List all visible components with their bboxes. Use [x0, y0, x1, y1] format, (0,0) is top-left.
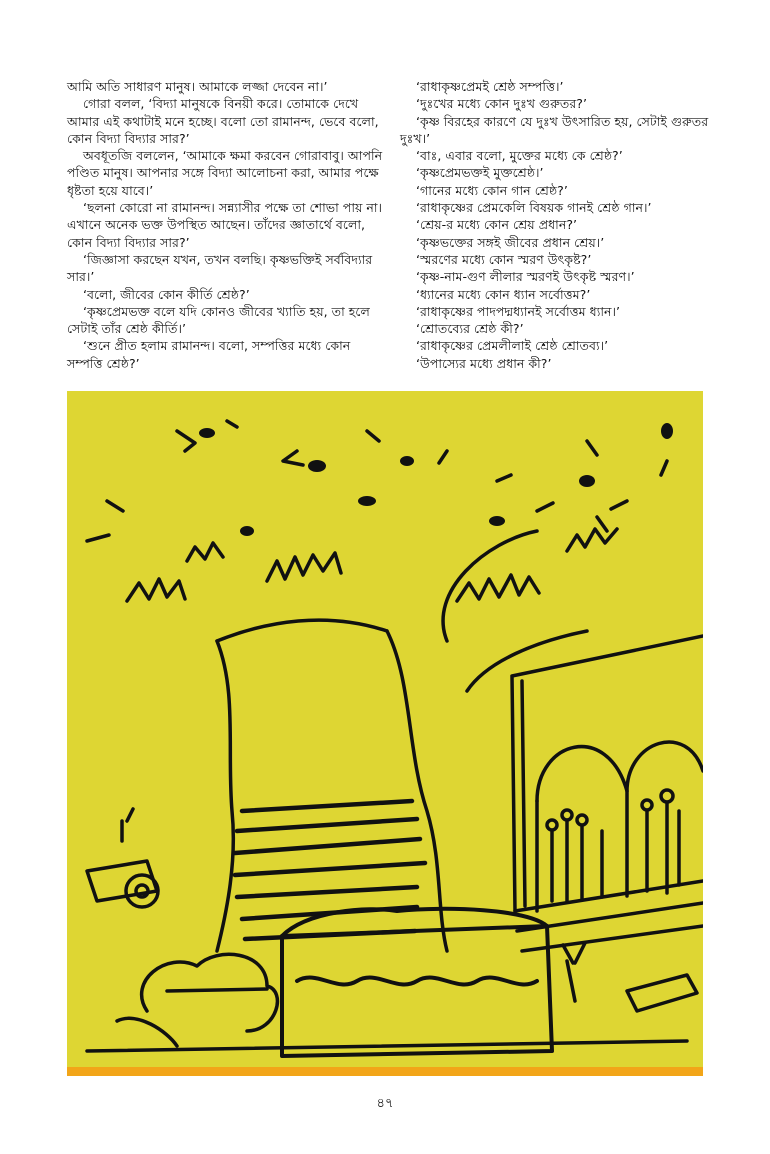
right-text-column: [400, 78, 710, 372]
left-text-column: [67, 78, 387, 372]
paragraph: ‘কৃষ্ণপ্রেমভক্তই মুক্তশ্রেষ্ঠ।’: [416, 165, 544, 181]
paragraph: অবধূতজি বললেন, ‘আমাকে ক্ষমা করবেন গোরাবাবু। আপনি পণ্ডিত মানুষ। আপনার সঙ্গে বিদ্যা আলোচনা করা, আমার পক্ষে ধৃষ্টতা হয়ে যাবে।’: [67, 148, 383, 198]
paragraph: ‘রাধাকৃষ্ণপ্রেমই শ্রেষ্ঠ সম্পত্তি।’: [416, 79, 564, 94]
paragraph: ‘বাঃ, এবার বলো, মুক্তের মধ্যে কে শ্রেষ্ঠ?’: [416, 148, 623, 164]
illustration: [67, 391, 703, 1067]
paragraph: ‘শুনে প্রীত হলাম রামানন্দ। বলো, সম্পত্তির মধ্যে কোন সম্পত্তি শ্রেষ্ঠ?’: [67, 338, 351, 371]
paragraph: ‘রাধাকৃষ্ণের প্রেমকেলি বিষয়ক গানই শ্রেষ্ঠ গান।’: [416, 200, 652, 216]
paragraph: ‘উপাস্যের মধ্যে প্রধান কী?’: [416, 355, 552, 371]
ink-sketch: [67, 391, 703, 1067]
paragraph: ‘গানের মধ্যে কোন গান শ্রেষ্ঠ?’: [416, 182, 568, 198]
paragraph: ‘কৃষ্ণ বিরহের কারণে যে দুঃখ উৎসারিত হয়, সেটাই গুরুতর দুঃখ।’: [400, 113, 709, 146]
paragraph: ‘রাধাকৃষ্ণের পাদপদ্মধ্যানই সর্বোত্তম ধ্যান।’: [416, 303, 621, 319]
bottom-color-bar: [67, 1067, 703, 1076]
paragraph: আমি অতি সাধারণ মানুষ। আমাকে লজ্জা দেবেন না।’: [67, 79, 328, 94]
paragraph: ‘ধ্যানের মধ্যে কোন ধ্যান সর্বোত্তম?’: [416, 286, 591, 302]
paragraph: ‘কৃষ্ণভক্তের সঙ্গই জীবের প্রধান শ্রেয়।’: [416, 234, 605, 250]
paragraph: ‘ছলনা কোরো না রামানন্দ। সন্ন্যাসীর পক্ষে তা শোভা পায় না। এখানে অনেক ভক্ত উপস্থিত আছেন। তাঁদের জ্ঞাতার্থে বলো, কোন বিদ্যা বিদ্যার সার?’: [67, 200, 383, 250]
paragraph: ‘স্মরণের মধ্যে কোন স্মরণ উৎকৃষ্ট?’: [416, 251, 592, 267]
leaf-blots: [199, 423, 673, 536]
paragraph: ‘জিজ্ঞাসা করছেন যখন, তখন বলছি। কৃষ্ণভক্তিই সর্ববিদ্যার সার।’: [67, 251, 373, 285]
paragraph: ‘দুঃখের মধ্যে কোন দুঃখ গুরুতর?’: [416, 96, 587, 112]
paragraph: ‘বলো, জীবের কোন কীর্তি শ্রেষ্ঠ?’: [83, 286, 250, 302]
page-number: ৪৭: [376, 1096, 394, 1111]
paragraph: ‘রাধাকৃষ্ণের প্রেমলীলাই শ্রেষ্ঠ শ্রোতব্য।’: [416, 338, 609, 354]
paragraph: ‘শ্রোতব্যের শ্রেষ্ঠ কী?’: [416, 321, 524, 337]
paragraph: ‘কৃষ্ণ-নাম-গুণ লীলার স্মরণই উৎকৃষ্ট স্মরণ।’: [416, 269, 635, 285]
paragraph: ‘কৃষ্ণপ্রেমভক্ত বলে যদি কোনও জীবের খ্যাতি হয়, তা হলে সেটাই তাঁর শ্রেষ্ঠ কীর্তি।’: [67, 303, 370, 337]
paragraph: ‘শ্রেয়-র মধ্যে কোন শ্রেয় প্রধান?’: [416, 217, 578, 233]
paragraph: গোরা বলল, ‘বিদ্যা মানুষকে বিনয়ী করে। তোমাকে দেখে আমার এই কথাটাই মনে হচ্ছে। বলো তো রামানন্দ, ভেবে বলো, কোন বিদ্যা বিদ্যার সার?’: [67, 96, 379, 146]
